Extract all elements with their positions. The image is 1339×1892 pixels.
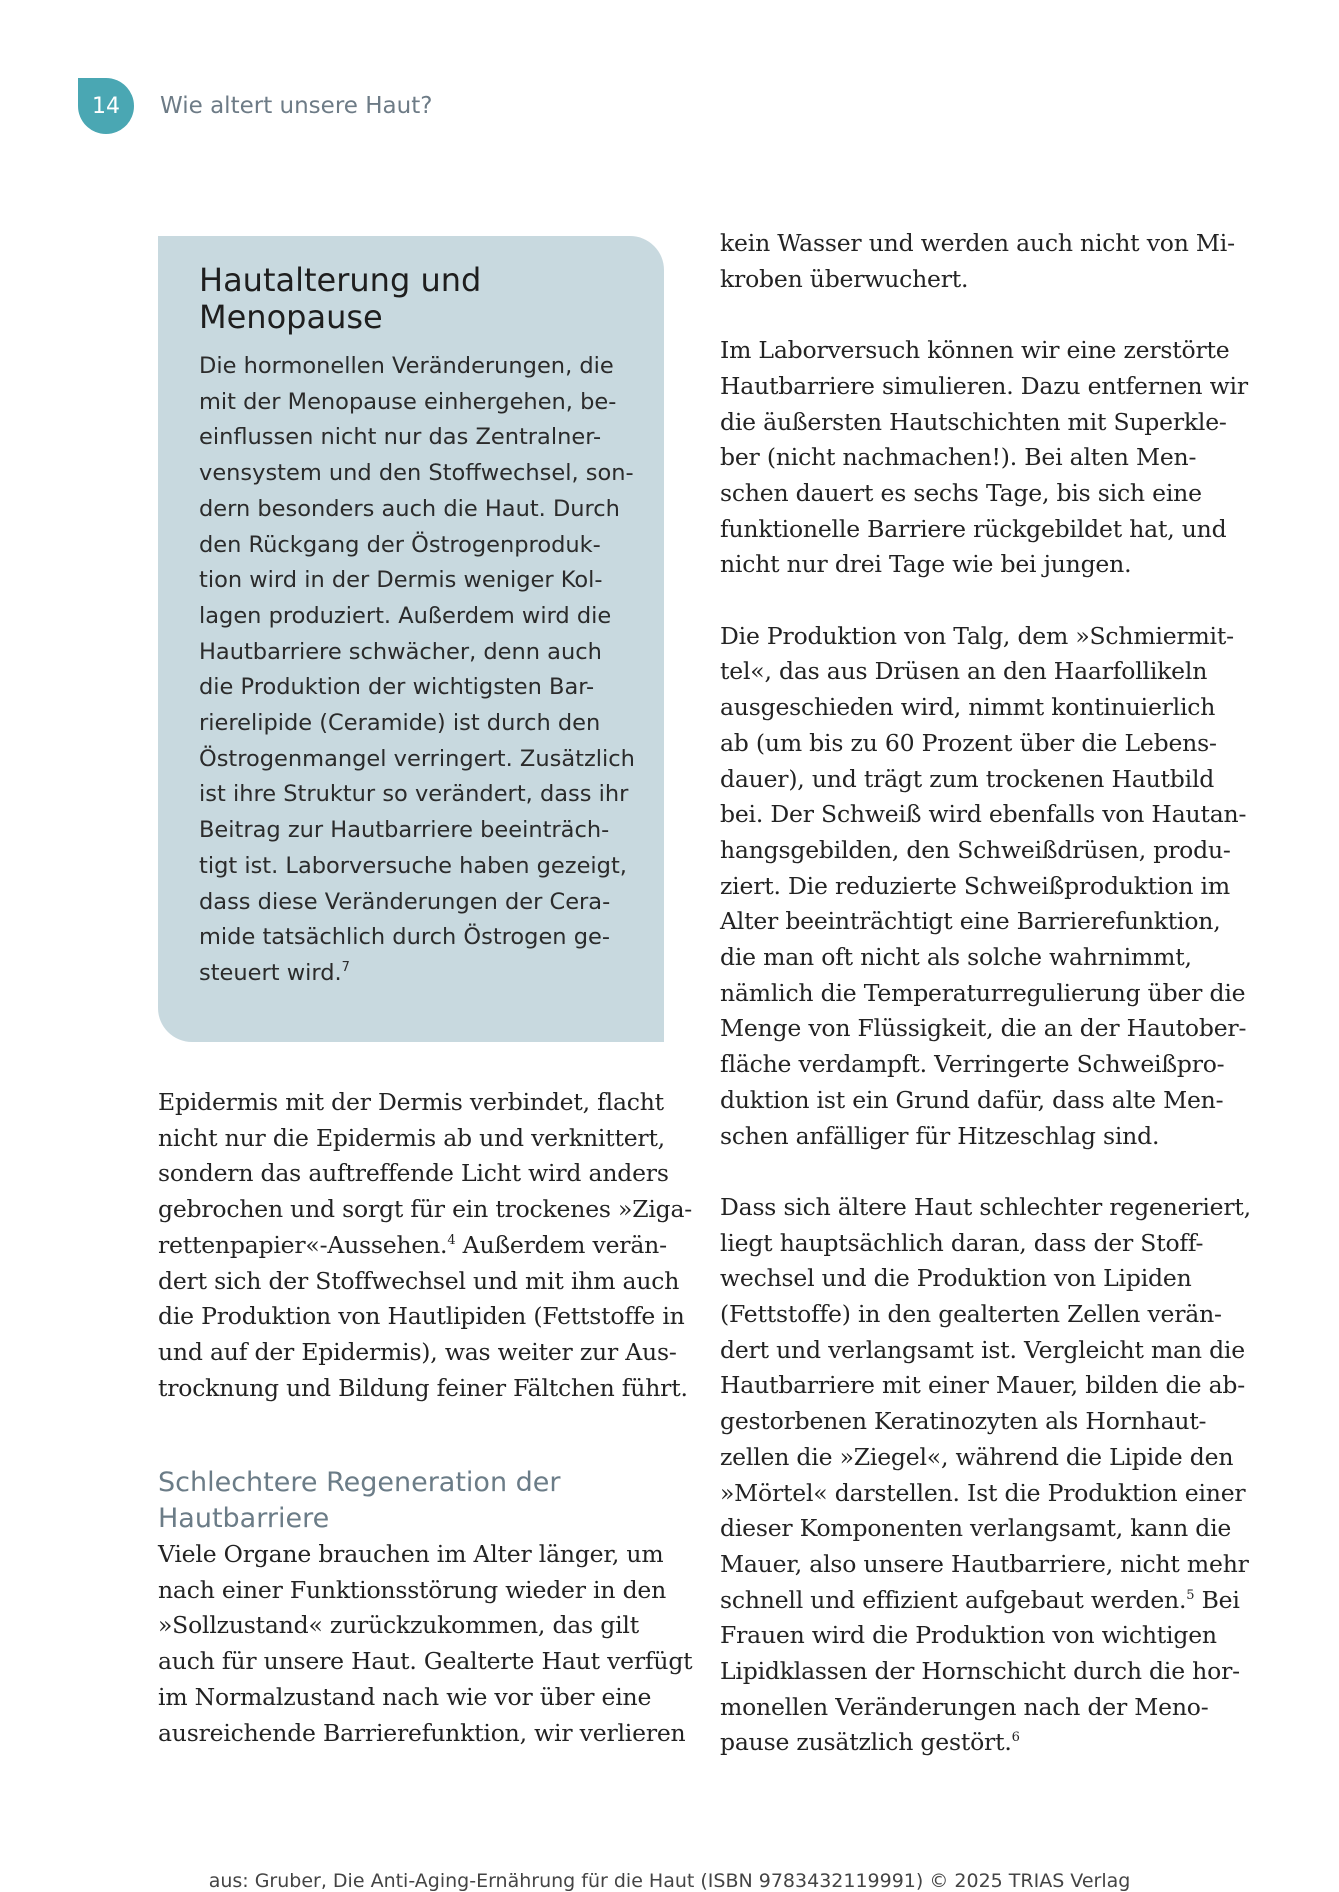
text-line: gebrochen und sorgt für ein trockenes »Ziga-	[158, 1195, 693, 1224]
text-line: ber (nicht nachmachen!). Bei alten Men-	[720, 443, 1197, 472]
text-line: dauer), und trägt zum trockenen Hautbild	[720, 764, 1215, 793]
text-line: Frauen wird die Produktion von wichtigen	[720, 1621, 1217, 1650]
text-line: bei. Der Schweiß wird ebenfalls von Hautan-	[720, 800, 1247, 829]
text-line: die man oft nicht als solche wahrnimmt,	[720, 943, 1192, 972]
info-box-line: mit der Menopause einhergehen, be-	[199, 388, 617, 415]
section-heading-line: Hautbarriere	[158, 1503, 330, 1534]
text-line: liegt hauptsächlich daran, dass der Stoff-	[720, 1228, 1204, 1257]
section-heading-line: Schlechtere Regeneration der	[158, 1467, 561, 1498]
footnote-ref: 5	[1186, 1587, 1195, 1603]
text-line: auch für unsere Haut. Gealterte Haut verfügt	[158, 1647, 693, 1676]
text-line: Im Laborversuch können wir eine zerstörte	[720, 336, 1230, 365]
text-line: die Produktion von Hautlipiden (Fettstoffe in	[158, 1302, 685, 1331]
text-line: Viele Organe brauchen im Alter länger, um	[158, 1540, 664, 1568]
info-box-line-text: steuert wird.	[199, 959, 342, 986]
text-line: die äußersten Hautschichten mit Superkle-	[720, 407, 1227, 436]
info-box-line: Beitrag zur Hautbarriere beeinträch-	[199, 817, 610, 844]
text-line: Epidermis mit der Dermis verbindet, flacht	[158, 1088, 664, 1116]
info-box-line: dern besonders auch die Haut. Durch	[199, 495, 620, 522]
info-box-line: tion wird in der Dermis weniger Kol-	[199, 567, 603, 594]
info-box-line: rierelipide (Ceramide) ist durch den	[199, 710, 601, 737]
footnote-ref: 7	[341, 959, 350, 975]
text-line: Lipidklassen der Hornschicht durch die hor-	[720, 1657, 1240, 1686]
text-line	[158, 1228, 678, 1264]
info-box-body	[199, 349, 635, 992]
text-line-head: pause zusätzlich gestört.	[720, 1728, 1012, 1757]
text-line: im Normalzustand nach wie vor über eine	[158, 1682, 652, 1711]
info-box-line: vensystem und den Stoffwechsel, son-	[199, 460, 634, 487]
text-line-tail: Bei	[1194, 1585, 1240, 1614]
info-box-line: dass diese Veränderungen der Cera-	[199, 888, 611, 915]
text-line	[720, 1583, 1240, 1619]
text-line: Mauer, also unsere Hautbarriere, nicht mehr	[720, 1549, 1249, 1578]
paragraph	[720, 619, 1247, 1155]
page-header	[78, 78, 432, 134]
text-line: funktionelle Barriere rückgebildet hat, und	[720, 514, 1227, 543]
info-box-line: lagen produziert. Außerdem wird die	[199, 602, 612, 629]
info-box-line: ist ihre Struktur so verändert, dass ihr	[199, 781, 629, 808]
info-box-line: die Produktion der wichtigsten Bar-	[199, 674, 595, 701]
text-line: kein Wasser und werden auch nicht von Mi-	[720, 229, 1235, 257]
info-box-title	[199, 262, 624, 336]
paragraph	[158, 1085, 693, 1406]
footnote-ref: 6	[1011, 1730, 1020, 1746]
text-line: dert sich der Stoffwechsel und mit ihm auch	[158, 1266, 680, 1295]
info-box-title-line: Menopause	[199, 298, 383, 336]
paragraph	[720, 226, 1240, 297]
info-box-line	[199, 956, 624, 992]
text-line: Dass sich ältere Haut schlechter regeneriert,	[720, 1192, 1251, 1221]
info-box-line: einflussen nicht nur das Zentralner-	[199, 424, 602, 451]
text-line: Die Produktion von Talg, dem »Schmiermit-	[720, 621, 1234, 650]
info-box-line: tigt ist. Laborversuche haben gezeigt,	[199, 852, 627, 879]
text-line: und auf der Epidermis), was weiter zur Aus-	[158, 1337, 677, 1366]
text-line: ausreichende Barrierefunktion, wir verlieren	[158, 1718, 686, 1747]
text-line: nämlich die Temperaturregulierung über die	[720, 978, 1246, 1007]
text-line: nicht nur drei Tage wie bei jungen.	[720, 550, 1132, 579]
text-line: gestorbenen Keratinozyten als Hornhaut-	[720, 1407, 1207, 1436]
text-line: ziert. Die reduzierte Schweißproduktion im	[720, 871, 1230, 900]
text-line: tel«, das aus Drüsen an den Haarfollikeln	[720, 657, 1208, 686]
text-line: trocknung und Bildung feiner Fältchen führt.	[158, 1373, 688, 1402]
text-line: nicht nur die Epidermis ab und verknittert,	[158, 1123, 665, 1152]
text-line: monellen Veränderungen nach der Meno-	[720, 1692, 1209, 1721]
text-line: kroben überwuchert.	[720, 264, 969, 293]
text-line: ab (um bis zu 60 Prozent über die Lebens-	[720, 728, 1217, 757]
info-box-line: Östrogenmangel verringert. Zusätzlich	[199, 745, 635, 772]
text-line: dert und verlangsamt ist. Vergleicht man die	[720, 1335, 1245, 1364]
text-line: dieser Komponenten verlangsamt, kann die	[720, 1514, 1232, 1543]
text-line: schen anfälliger für Hitzeschlag sind.	[720, 1121, 1160, 1150]
text-line: ausgeschieden wird, nimmt kontinuierlich	[720, 693, 1216, 722]
info-box-title-line: Hautalterung und	[199, 261, 482, 299]
paragraph	[158, 1537, 693, 1751]
text-line: duktion ist ein Grund dafür, dass alte Men-	[720, 1085, 1224, 1114]
info-box-line: Hautbarriere schwächer, denn auch	[199, 638, 602, 665]
text-line-head: rettenpapier«-Aussehen.	[158, 1230, 448, 1259]
text-line: schen dauert es sechs Tage, bis sich eine	[720, 478, 1202, 507]
text-line-head: schnell und effizient aufgebaut werden.	[720, 1585, 1187, 1614]
text-line: Menge von Flüssigkeit, die an der Hautober-	[720, 1014, 1247, 1043]
source-footer: aus: Gruber, Die Anti-Aging-Ernährung für die Haut (ISBN 9783432119991) © 2025 TRIAS Verlag	[208, 1870, 1131, 1892]
info-box-line: Die hormonellen Veränderungen, die	[199, 353, 614, 379]
right-column-body	[720, 226, 1251, 1797]
page-number-badge: 14	[78, 78, 134, 134]
text-line	[720, 1725, 1240, 1761]
paragraph	[720, 333, 1248, 583]
section-regeneration	[158, 1465, 693, 1751]
text-line: wechsel und die Produktion von Lipiden	[720, 1264, 1192, 1293]
text-line: Hautbarriere simulieren. Dazu entfernen wir	[720, 371, 1248, 400]
left-column-body	[158, 1085, 693, 1442]
text-line: hangsgebilden, den Schweißdrüsen, produ-	[720, 835, 1231, 864]
paragraph	[720, 1190, 1251, 1761]
text-line-tail: Außerdem verän-	[455, 1230, 667, 1259]
footnote-ref: 4	[447, 1232, 456, 1248]
text-line: Hautbarriere mit einer Mauer, bilden die ab-	[720, 1371, 1245, 1400]
text-line: fläche verdampft. Verringerte Schweißpro-	[720, 1050, 1225, 1079]
section-heading	[158, 1465, 678, 1537]
text-line: zellen die »Ziegel«, während die Lipide den	[720, 1442, 1234, 1471]
info-box-menopause	[158, 236, 664, 1042]
info-box-line: den Rückgang der Östrogenproduk-	[199, 531, 601, 558]
text-line: (Fettstoffe) in den gealterten Zellen verän-	[720, 1300, 1222, 1329]
info-box-line: mide tatsächlich durch Östrogen ge-	[199, 924, 610, 951]
text-line: Alter beeinträchtigt eine Barrierefunktion,	[720, 907, 1221, 936]
text-line: nach einer Funktionsstörung wieder in den	[158, 1575, 667, 1604]
text-line: »Sollzustand« zurückzukommen, das gilt	[158, 1611, 639, 1640]
text-line: sondern das auftreffende Licht wird anders	[158, 1159, 669, 1188]
text-line: »Mörtel« darstellen. Ist die Produktion einer	[720, 1478, 1246, 1507]
running-head: Wie altert unsere Haut?	[160, 93, 433, 119]
